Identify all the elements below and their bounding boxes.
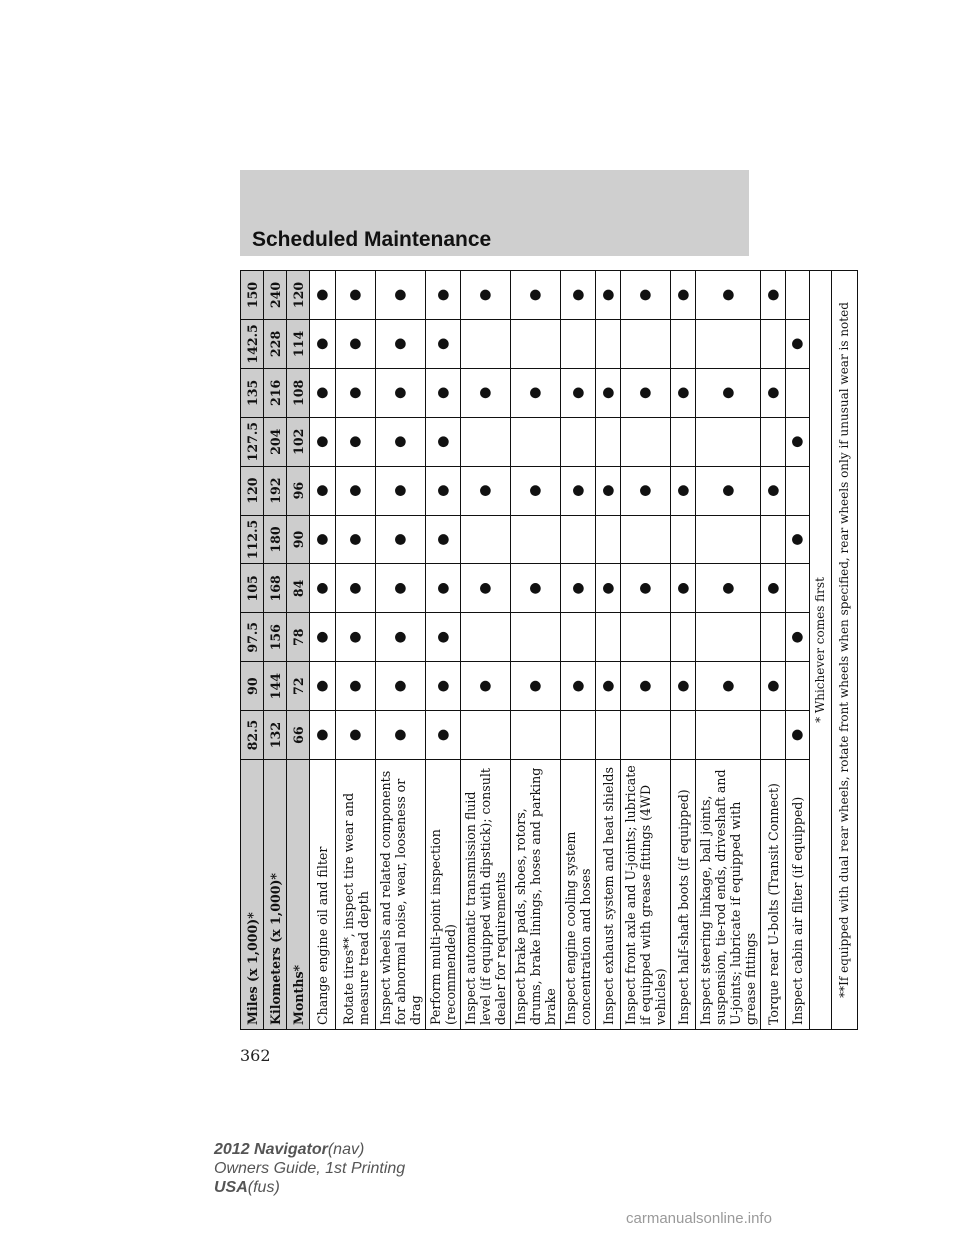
footer-imprint [214,1140,405,1197]
service-label: Inspect front axle and U-joints; lubricate if equipped with grease fittings (4WD vehicles) [621,760,671,1030]
service-empty-cell [696,515,761,564]
service-label: Inspect brake pads, shoes, rotors, drums, brake linings, hoses and parking brake [511,760,561,1030]
header-row [287,271,310,1030]
service-empty-cell [461,417,511,466]
service-empty-cell [461,711,511,760]
service-empty-cell [511,515,561,564]
service-due-dot: ● [561,662,596,711]
service-label: Inspect half-shaft boots (if equipped) [671,760,696,1030]
interval-value: 90 [241,662,264,711]
service-due-dot: ● [696,662,761,711]
service-due-dot: ● [376,368,426,417]
service-due-dot: ● [621,564,671,613]
interval-value: 142.5 [241,319,264,368]
service-due-dot: ● [621,271,671,320]
service-due-dot: ● [310,466,336,515]
service-due-dot: ● [376,319,426,368]
service-due-dot: ● [426,319,461,368]
service-due-dot: ● [761,271,786,320]
table-rotator [240,270,851,1030]
service-due-dot: ● [376,711,426,760]
interval-value: 97.5 [241,613,264,662]
service-due-dot: ● [596,466,621,515]
service-due-dot: ● [336,515,376,564]
service-due-dot: ● [696,564,761,613]
service-empty-cell [596,319,621,368]
service-due-dot: ● [336,271,376,320]
service-due-dot: ● [511,564,561,613]
header-row [264,271,287,1030]
interval-value: 84 [287,564,310,613]
footnote-row [832,271,858,1030]
service-due-dot: ● [461,564,511,613]
service-due-dot: ● [511,271,561,320]
service-due-dot: ● [511,368,561,417]
interval-value: 192 [264,466,287,515]
footer-line-market [214,1178,405,1197]
service-due-dot: ● [671,368,696,417]
service-due-dot: ● [621,662,671,711]
service-label: Inspect cabin air filter (if equipped) [786,760,810,1030]
interval-value: 105 [241,564,264,613]
service-due-dot: ● [426,368,461,417]
interval-value: 216 [264,368,287,417]
service-empty-cell [786,662,810,711]
service-due-dot: ● [461,368,511,417]
maintenance-schedule-table [240,270,858,1030]
service-due-dot: ● [310,711,336,760]
service-row [761,271,786,1030]
service-empty-cell [461,319,511,368]
service-row [310,271,336,1030]
service-due-dot: ● [671,564,696,613]
service-due-dot: ● [426,515,461,564]
interval-value: 156 [264,613,287,662]
service-due-dot: ● [310,368,336,417]
service-due-dot: ● [310,662,336,711]
service-empty-cell [621,711,671,760]
service-due-dot: ● [596,271,621,320]
service-empty-cell [786,271,810,320]
service-row [786,271,810,1030]
service-due-dot: ● [461,662,511,711]
footer-line-guide: Owners Guide, 1st Printing [214,1160,406,1177]
footer-market-code: (fus) [247,1179,280,1196]
interval-value: 150 [241,271,264,320]
interval-value: 66 [287,711,310,760]
service-empty-cell [696,319,761,368]
interval-value: 240 [264,271,287,320]
service-empty-cell [596,515,621,564]
interval-value: 112.5 [241,515,264,564]
page-number: 362 [240,1046,271,1065]
service-label: Inspect automatic transmission fluid level (if equipped with dipstick); consult dealer for requirements [461,760,511,1030]
service-due-dot: ● [461,466,511,515]
interval-value: 114 [287,319,310,368]
service-due-dot: ● [376,417,426,466]
service-due-dot: ● [336,613,376,662]
service-due-dot: ● [761,368,786,417]
service-due-dot: ● [696,466,761,515]
service-due-dot: ● [426,711,461,760]
service-empty-cell [671,319,696,368]
service-due-dot: ● [561,564,596,613]
service-due-dot: ● [426,613,461,662]
service-empty-cell [461,613,511,662]
service-due-dot: ● [696,271,761,320]
interval-value: 90 [287,515,310,564]
service-due-dot: ● [596,662,621,711]
service-due-dot: ● [461,271,511,320]
service-empty-cell [761,515,786,564]
service-empty-cell [621,613,671,662]
service-due-dot: ● [336,466,376,515]
service-due-dot: ● [336,662,376,711]
service-due-dot: ● [336,564,376,613]
service-due-dot: ● [596,564,621,613]
service-due-dot: ● [596,368,621,417]
header-label: Miles (x 1,000)* [241,760,264,1030]
service-empty-cell [671,515,696,564]
service-empty-cell [671,711,696,760]
maintenance-table-frame [240,270,851,1030]
service-empty-cell [561,711,596,760]
service-due-dot: ● [310,417,336,466]
service-due-dot: ● [376,271,426,320]
interval-value: 132 [264,711,287,760]
service-due-dot: ● [376,613,426,662]
service-empty-cell [511,711,561,760]
service-label: Inspect engine cooling system concentration and hoses [561,760,596,1030]
service-label: Inspect wheels and related components for abnormal noise, wear, looseness or drag [376,760,426,1030]
service-empty-cell [761,711,786,760]
service-empty-cell [511,319,561,368]
service-empty-cell [671,613,696,662]
service-row [376,271,426,1030]
service-row [511,271,561,1030]
service-due-dot: ● [761,564,786,613]
service-due-dot: ● [786,711,810,760]
service-empty-cell [461,515,511,564]
service-label: Change engine oil and filter [310,760,336,1030]
service-due-dot: ● [561,368,596,417]
service-due-dot: ● [310,271,336,320]
service-row [596,271,621,1030]
service-due-dot: ● [376,515,426,564]
service-due-dot: ● [336,711,376,760]
service-row [671,271,696,1030]
service-empty-cell [761,319,786,368]
service-due-dot: ● [671,662,696,711]
service-label: Rotate tires**, inspect tire wear and measure tread depth [336,760,376,1030]
footnote-text: * Whichever comes first [810,271,832,1030]
interval-value: 82.5 [241,711,264,760]
service-due-dot: ● [621,466,671,515]
service-due-dot: ● [786,515,810,564]
service-due-dot: ● [561,466,596,515]
footnote-row [810,271,832,1030]
service-empty-cell [761,417,786,466]
service-empty-cell [786,466,810,515]
service-empty-cell [511,613,561,662]
service-due-dot: ● [376,564,426,613]
service-due-dot: ● [696,368,761,417]
interval-value: 228 [264,319,287,368]
service-due-dot: ● [511,662,561,711]
header-row [241,271,264,1030]
service-empty-cell [511,417,561,466]
service-row [561,271,596,1030]
service-empty-cell [696,711,761,760]
service-empty-cell [786,368,810,417]
service-due-dot: ● [336,319,376,368]
service-empty-cell [761,613,786,662]
service-empty-cell [561,613,596,662]
service-due-dot: ● [310,613,336,662]
service-row [426,271,461,1030]
service-due-dot: ● [336,368,376,417]
interval-value: 120 [287,271,310,320]
header-label: Months* [287,760,310,1030]
service-empty-cell [621,319,671,368]
service-row [461,271,511,1030]
service-due-dot: ● [310,515,336,564]
footer-model-code: (nav) [327,1141,365,1158]
service-row [696,271,761,1030]
service-due-dot: ● [561,271,596,320]
service-row [336,271,376,1030]
service-due-dot: ● [786,613,810,662]
footer-market: USA [214,1179,248,1196]
service-label: Perform multi-point inspection (recommended) [426,760,461,1030]
interval-value: 180 [264,515,287,564]
interval-value: 108 [287,368,310,417]
service-due-dot: ● [426,417,461,466]
interval-value: 144 [264,662,287,711]
service-empty-cell [671,417,696,466]
service-due-dot: ● [786,417,810,466]
service-due-dot: ● [671,271,696,320]
interval-value: 120 [241,466,264,515]
watermark: carmanualsonline.info [626,1210,772,1227]
service-empty-cell [561,319,596,368]
footer-model: 2012 Navigator [214,1141,328,1158]
interval-value: 102 [287,417,310,466]
interval-value: 168 [264,564,287,613]
service-due-dot: ● [376,662,426,711]
service-due-dot: ● [761,662,786,711]
interval-value: 135 [241,368,264,417]
service-due-dot: ● [786,319,810,368]
interval-value: 204 [264,417,287,466]
service-due-dot: ● [671,466,696,515]
service-due-dot: ● [310,564,336,613]
service-due-dot: ● [511,466,561,515]
service-empty-cell [596,613,621,662]
service-empty-cell [596,711,621,760]
service-empty-cell [696,417,761,466]
interval-value: 127.5 [241,417,264,466]
service-due-dot: ● [310,319,336,368]
service-label: Torque rear U-bolts (Transit Connect) [761,760,786,1030]
service-due-dot: ● [426,564,461,613]
service-label: Inspect steering linkage, ball joints, suspension, tie-rod ends, driveshaft and U-joints; lubricate if equipped with grease fittings [696,760,761,1030]
section-title: Scheduled Maintenance [252,228,492,251]
interval-value: 96 [287,466,310,515]
service-due-dot: ● [426,466,461,515]
service-empty-cell [696,613,761,662]
service-empty-cell [786,564,810,613]
service-empty-cell [621,515,671,564]
service-due-dot: ● [426,271,461,320]
service-empty-cell [621,417,671,466]
interval-value: 72 [287,662,310,711]
service-empty-cell [561,515,596,564]
service-due-dot: ● [761,466,786,515]
service-empty-cell [561,417,596,466]
footnote-text: **If equipped with dual rear wheels, rotate front wheels when specified, rear wheels only if unusual wear is noted [832,271,858,1030]
footer-line-model [214,1140,405,1159]
service-due-dot: ● [376,466,426,515]
header-label: Kilometers (x 1,000)* [264,760,287,1030]
interval-value: 78 [287,613,310,662]
service-row [621,271,671,1030]
service-due-dot: ● [426,662,461,711]
service-label: Inspect exhaust system and heat shields [596,760,621,1030]
service-empty-cell [596,417,621,466]
service-due-dot: ● [336,417,376,466]
service-due-dot: ● [621,368,671,417]
